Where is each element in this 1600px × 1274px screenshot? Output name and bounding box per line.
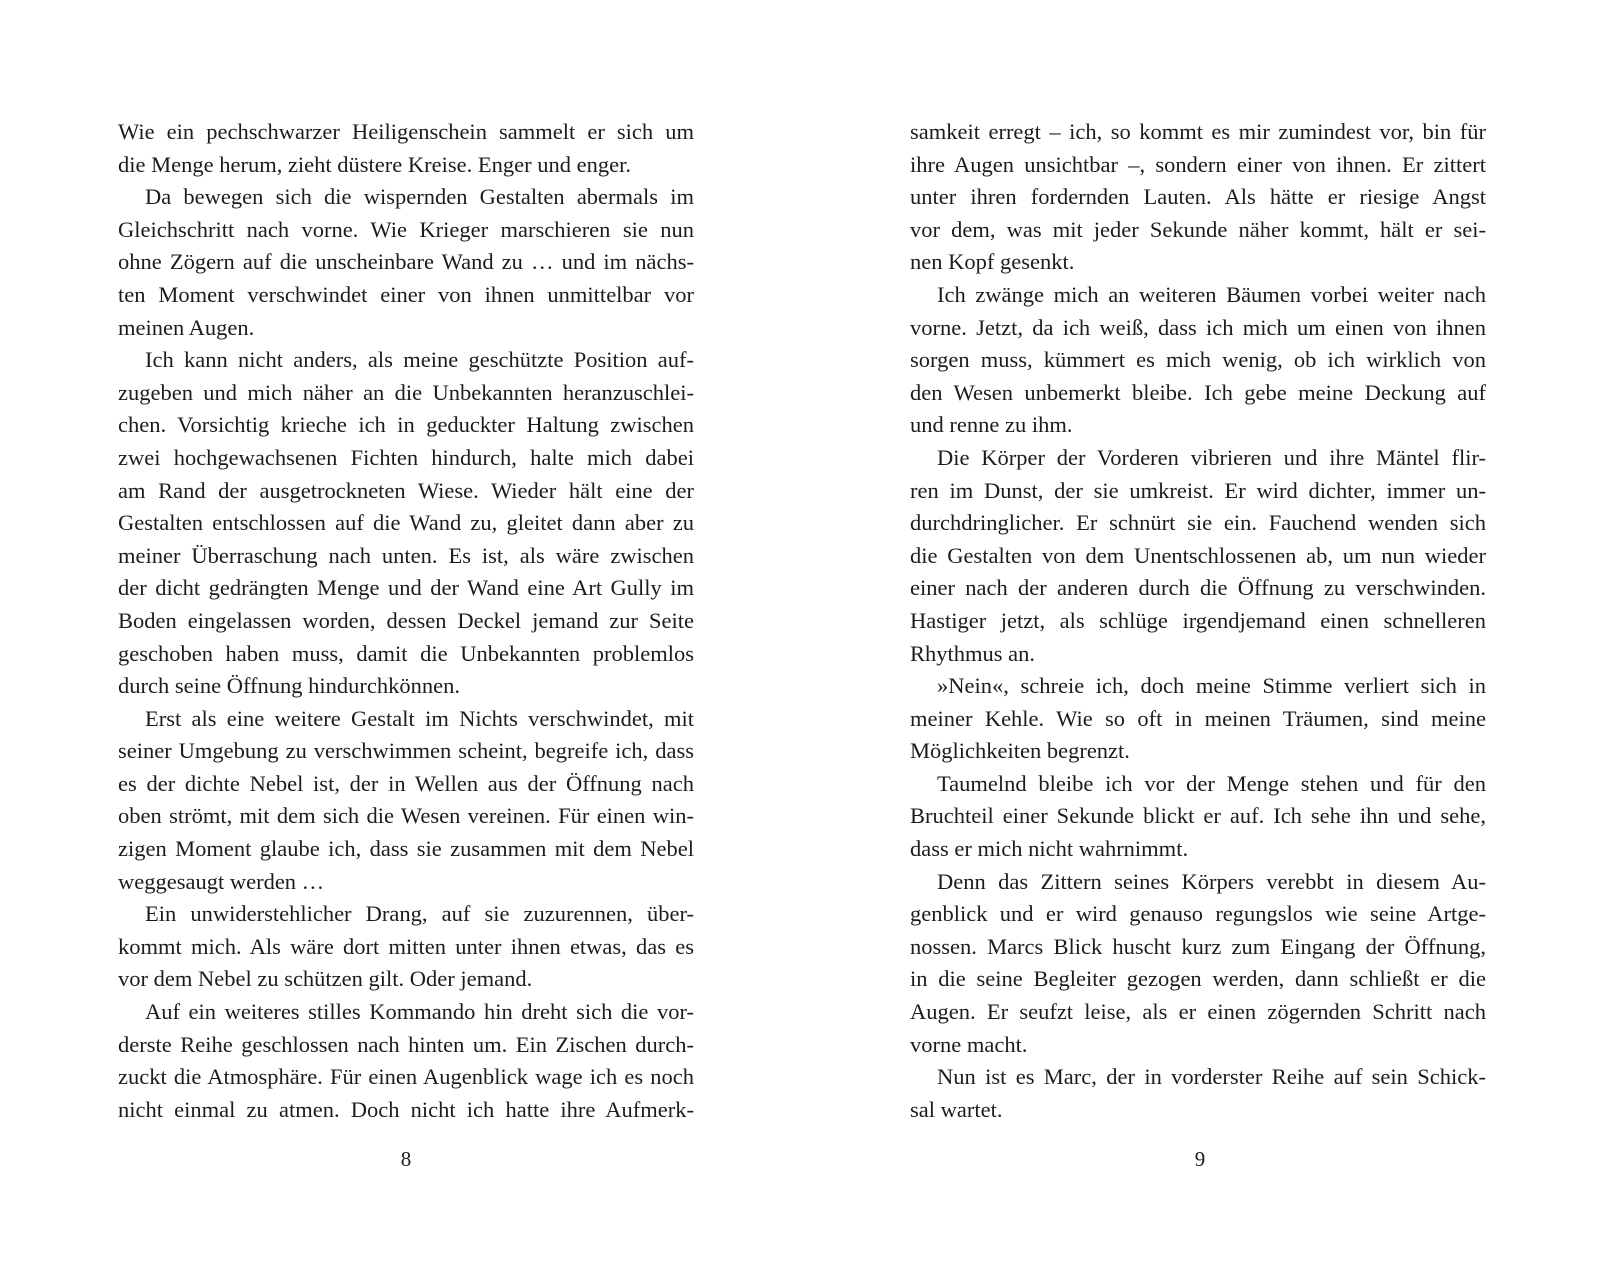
text-line: sorgen muss, kümmert es mich wenig, ob ich wirklich von [910, 347, 1486, 373]
text-line: Ich zwänge mich an weiteren Bäumen vorbei weiter nach [937, 281, 1486, 307]
text-line: meinen Augen. [118, 314, 255, 340]
text-line: Augen. Er seufzt leise, als er einen zögernden Schritt nach [910, 999, 1486, 1025]
text-line: vor dem, was mit jeder Sekunde näher kommt, hält er sei- [910, 216, 1486, 242]
text-line: den Wesen unbemerkt bleibe. Ich gebe meine Deckung auf [910, 379, 1486, 405]
right-page-text [910, 116, 1486, 1126]
left-page-text [118, 116, 694, 1126]
text-line: zigen Moment glaube ich, dass sie zusammen mit dem Nebel [118, 836, 694, 862]
text-line: Taumelnd bleibe ich vor der Menge stehen und für den [937, 770, 1486, 796]
text-line: nossen. Marcs Blick huscht kurz zum Eingang der Öffnung, [910, 933, 1486, 959]
text-line: Auf ein weiteres stilles Kommando hin dreht sich die vor- [145, 999, 694, 1025]
text-line: oben strömt, mit dem sich die Wesen vereinen. Für einen win- [118, 803, 694, 829]
text-line: nen Kopf gesenkt. [910, 249, 1075, 275]
text-line: Denn das Zittern seines Körpers verebbt in diesem Au- [937, 868, 1486, 894]
text-line: genblick und er wird genauso regungslos wie seine Artge- [910, 901, 1486, 927]
text-line: meiner Überraschung nach unten. Es ist, als wäre zwischen [118, 542, 694, 568]
text-line: vorne. Jetzt, da ich weiß, dass ich mich um einen von ihnen [910, 314, 1486, 340]
text-line: ren im Dunst, der sie umkreist. Er wird dichter, immer un- [910, 477, 1486, 503]
text-line: Möglichkeiten begrenzt. [910, 738, 1130, 764]
text-line: Boden eingelassen worden, dessen Deckel jemand zur Seite [118, 607, 694, 633]
text-line: Nun ist es Marc, der in vorderster Reihe auf sein Schick- [937, 1064, 1486, 1090]
text-line: sal wartet. [910, 1096, 1003, 1122]
text-line: derste Reihe geschlossen nach hinten um. Ein Zischen durch- [118, 1031, 694, 1057]
text-line: Hastiger jetzt, als schlüge irgendjemand einen schnelleren [910, 607, 1486, 633]
text-line: Ich kann nicht anders, als meine geschützte Position auf- [145, 347, 694, 373]
text-line: Gestalten entschlossen auf die Wand zu, gleitet dann aber zu [118, 510, 694, 536]
text-line: zuckt die Atmosphäre. Für einen Augenblick wage ich es noch [118, 1064, 694, 1090]
text-line: »Nein«, schreie ich, doch meine Stimme verliert sich in [937, 673, 1486, 699]
text-line: der dicht gedrängten Menge und der Wand eine Art Gully im [118, 575, 694, 601]
text-line: es der dichte Nebel ist, der in Wellen aus der Öffnung nach [118, 770, 694, 796]
text-line: Ein unwiderstehlicher Drang, auf sie zuzurennen, über- [145, 901, 694, 927]
text-line: am Rand der ausgetrockneten Wiese. Wieder hält eine der [118, 477, 694, 503]
right-page-number: 9 [1194, 1147, 1206, 1171]
text-line: ohne Zögern auf die unscheinbare Wand zu … und im nächs- [118, 249, 694, 275]
text-line: ten Moment verschwindet einer von ihnen unmittelbar vor [118, 281, 694, 307]
text-line: Gleichschritt nach vorne. Wie Krieger marschieren sie nun [118, 216, 694, 242]
text-line: Die Körper der Vorderen vibrieren und ihre Mäntel flir- [937, 444, 1486, 470]
text-line: durch seine Öffnung hindurchkönnen. [118, 673, 461, 699]
left-page-number: 8 [400, 1147, 412, 1171]
text-line: zwei hochgewachsenen Fichten hindurch, halte mich dabei [118, 444, 694, 470]
text-line: nicht einmal zu atmen. Doch nicht ich hatte ihre Aufmerk- [118, 1096, 694, 1122]
text-line: Bruchteil einer Sekunde blickt er auf. Ich sehe ihn und sehe, [910, 803, 1486, 829]
text-line: durchdringlicher. Er schnürt sie ein. Fauchend wenden sich [910, 510, 1486, 536]
text-line: geschoben haben muss, damit die Unbekannten problemlos [118, 640, 694, 666]
text-line: vor dem Nebel zu schützen gilt. Oder jemand. [118, 966, 533, 992]
text-line: weggesaugt werden … [118, 868, 325, 894]
text-line: unter ihren fordernden Lauten. Als hätte er riesige Angst [910, 184, 1486, 210]
text-line: seiner Umgebung zu verschwimmen scheint, begreife ich, dass [118, 738, 694, 764]
text-line: Rhythmus an. [910, 640, 1036, 666]
text-line: meiner Kehle. Wie so oft in meinen Träumen, sind meine [910, 705, 1486, 731]
text-line: dass er mich nicht wahrnimmt. [910, 836, 1189, 862]
text-line: kommt mich. Als wäre dort mitten unter ihnen etwas, das es [118, 933, 694, 959]
text-line: Da bewegen sich die wispernden Gestalten abermals im [145, 184, 694, 210]
text-line: und renne zu ihm. [910, 412, 1073, 438]
text-line: einer nach der anderen durch die Öffnung zu verschwinden. [910, 575, 1486, 601]
text-line: zugeben und mich näher an die Unbekannten heranzuschlei- [118, 379, 694, 405]
right-page-lines [910, 116, 1486, 1126]
text-line: die Menge herum, zieht düstere Kreise. Enger und enger. [118, 151, 631, 177]
text-line: Erst als eine weitere Gestalt im Nichts verschwindet, mit [145, 705, 694, 731]
text-line: die Gestalten von dem Unentschlossenen ab, um nun wieder [910, 542, 1486, 568]
left-page-lines [118, 116, 694, 1126]
text-line: samkeit erregt – ich, so kommt es mir zumindest vor, bin für [910, 119, 1486, 144]
text-line: ihre Augen unsichtbar –, sondern einer von ihnen. Er zittert [910, 151, 1486, 177]
text-line: chen. Vorsichtig krieche ich in geduckter Haltung zwischen [118, 412, 694, 438]
text-line: vorne macht. [910, 1031, 1028, 1057]
text-line: in die seine Begleiter gezogen werden, dann schließt er die [910, 966, 1486, 992]
text-line: Wie ein pechschwarzer Heiligenschein sammelt er sich um [118, 119, 694, 144]
